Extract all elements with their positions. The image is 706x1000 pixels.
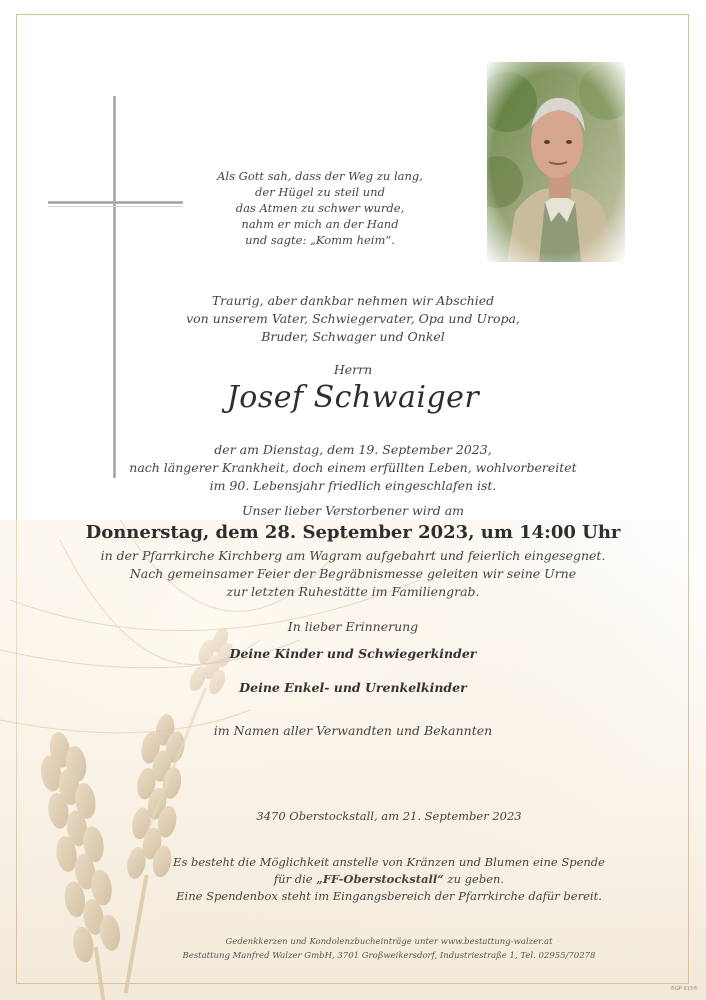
cross-icon-bar [48, 201, 183, 204]
intro-line: Bruder, Schwager und Onkel [261, 329, 445, 344]
death-notice-line: der am Dienstag, dem 19. September 2023, [214, 442, 492, 457]
funeral-detail-line: Nach gemeinsamer Feier der Begräbnismesse geleiten wir seine Urne [129, 566, 577, 581]
poem-line: der Hügel zu steil und [255, 185, 385, 199]
farewell-intro [0, 292, 706, 346]
funeral-details [0, 547, 706, 601]
funeral-home-footer [36, 935, 706, 963]
death-notice [0, 441, 706, 495]
donation-text: für die [273, 872, 317, 886]
donation-recipient: „FF-Oberstockstall“ [316, 872, 444, 886]
poem-line: und sagte: „Komm heim“. [245, 233, 395, 247]
funeral-intro: Unser lieber Verstorbener wird am [241, 503, 465, 518]
family-children: Deine Kinder und Schwiegerkinder [229, 646, 477, 661]
relatives-line: im Namen aller Verwandten und Bekannten [213, 723, 493, 738]
cross-icon-bar-shadow [48, 206, 183, 207]
intro-line: von unserem Vater, Schwiegervater, Opa und Uropa, [186, 311, 520, 326]
funeral-date: Donnerstag, dem 28. September 2023, um 14:00 Uhr [85, 522, 621, 543]
donation-text: zu geben. [443, 872, 505, 886]
poem [190, 168, 450, 248]
donation-line: Es besteht die Möglichkeit anstelle von Kränzen und Blumen eine Spende [173, 855, 605, 869]
poem-line: Als Gott sah, dass der Weg zu lang, [217, 169, 423, 183]
donation-note [36, 854, 706, 905]
death-notice-line: im 90. Lebensjahr friedlich eingeschlafen ist. [209, 478, 497, 493]
poem-line: nahm er mich an der Hand [241, 217, 399, 231]
cross-icon [113, 96, 116, 478]
intro-line: Traurig, aber dankbar nehmen wir Abschied [211, 293, 495, 308]
death-notice-line: nach längerer Krankheit, doch einem erfüllten Leben, wohlvorbereitet [129, 460, 577, 475]
place-date: 3470 Oberstockstall, am 21. September 2023 [256, 809, 522, 823]
donation-line [36, 871, 706, 888]
deceased-name: Josef Schwaiger [226, 380, 480, 415]
salutation: Herrn [333, 362, 373, 377]
print-code: ®GP 913® [669, 986, 698, 992]
poem-line: das Atmen zu schwer wurde, [235, 201, 405, 215]
portrait-photo [487, 62, 625, 262]
funeral-detail-line: in der Pfarrkirche Kirchberg am Wagram aufgebahrt und feierlich eingesegnet. [100, 548, 606, 563]
memory-phrase: In lieber Erinnerung [287, 619, 419, 634]
donation-line: Eine Spendenbox steht im Eingangsbereich der Pfarrkirche dafür bereit. [176, 889, 602, 903]
family-grandchildren: Deine Enkel- und Urenkelkinder [239, 680, 467, 695]
footer-line: Gedenkkerzen und Kondolenzbucheinträge unter www.bestattung-walzer.at [225, 937, 553, 947]
funeral-detail-line: zur letzten Ruhestätte im Familiengrab. [226, 584, 480, 599]
footer-line: Bestattung Manfred Walzer GmbH, 3701 Großweikersdorf, Industriestraße 1, Tel. 02955/70278 [182, 951, 596, 961]
